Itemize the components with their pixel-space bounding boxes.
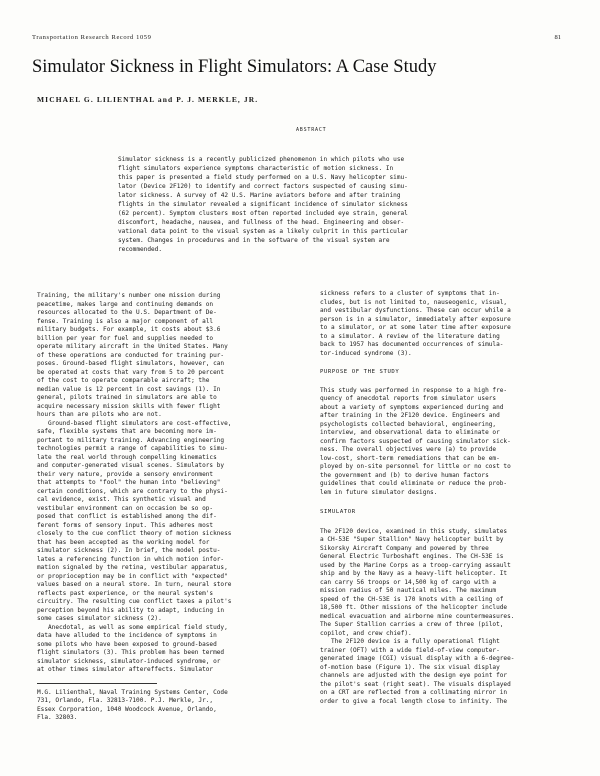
text-line: lem in future simulator designs. [320, 488, 438, 496]
abstract-line: lator (Device 2F120) to identify and correct factors suspected of causing simu- [118, 183, 408, 190]
paper-title: Simulator Sickness in Flight Simulators: A Case Study [32, 57, 437, 77]
text-line: some pilots who have been exposed to ground-based [37, 640, 217, 648]
text-line: lates a referencing function in which motion infor- [37, 555, 225, 563]
text-line: of these operations are conducted for training pur- [37, 351, 225, 359]
abstract-line: lator sickness. A survey of 42 U.S. Marine aviators before and after training [118, 192, 401, 199]
footnote-line: Essex Corporation, 1040 Woodcock Avenue, Orlando, [37, 705, 217, 713]
text-line: flight simulators (3). This problem has been termed [37, 649, 225, 656]
text-line: fense. Training is also a major component of all [37, 317, 214, 325]
abstract-line: flight simulators experience symptoms characteristic of motion sickness. In [118, 165, 394, 172]
text-line: on a CRT are reflected from a collimating mirror in [320, 689, 508, 696]
text-line: median value is 12 percent in cost savings (1). In [37, 385, 221, 393]
text-line: the pilot's seat (right seat). The visuals displayed [320, 680, 511, 688]
text-line: order to give a focal length close to infinity. The [320, 697, 508, 705]
text-line: mation signaled by the retina, vestibular apparatus, [37, 564, 228, 571]
text-line: and computer-generated visual scenes. Simulators by [37, 462, 225, 469]
text-line: data have alluded to the incidence of symptoms in [37, 632, 217, 639]
text-line: some cases simulator sickness (2). [37, 615, 162, 622]
text-line: general, pilots trained in simulators are able to [37, 394, 217, 401]
footnote-line: M.G. Lilienthal, Naval Training Systems Center, Code [37, 688, 228, 696]
text-line: can carry 56 troops or 14,500 kg of cargo with a [320, 578, 497, 586]
text-line: guidelines that could eliminate or reduce the prob- [320, 480, 508, 487]
text-line: operate military aircraft in the United States. Many [37, 343, 228, 350]
text-line: Anecdotal, as well as some empirical field study, [37, 623, 228, 631]
text-line: channels are adjusted with the design eye point for [320, 672, 508, 679]
text-line: ferent forms of sensory input. This adheres most [37, 521, 214, 529]
abstract-line: Simulator sickness is a recently publicized phenomenon in which pilots who use [118, 156, 405, 163]
text-line: sickness refers to a cluster of symptoms that in- [320, 290, 500, 297]
text-line: medical evacuation and airborne mine countermeasures. [320, 612, 515, 620]
text-line: low-cost, short-term remediations that can be em- [320, 454, 500, 462]
text-line: late the real world through compelling kinematics [37, 453, 217, 461]
text-line: ployed by on-site personnel for little or no cost to [320, 463, 511, 470]
simulator-body-text [320, 528, 574, 707]
text-line: tor-induced syndrome (3). [320, 349, 412, 357]
text-line: or proprioception may be in conflict with "expected" [37, 572, 228, 580]
text-line: their very nature, provide a sensory environment [37, 470, 214, 478]
text-line: Ground-based flight simulators are cost-effective, [37, 419, 232, 427]
abstract-line: recommended. [118, 246, 163, 253]
text-line: ness. The overall objectives were (a) to provide [320, 446, 497, 453]
text-line: interview, and observational data to eliminate or [320, 429, 500, 436]
text-line: circuitry. The resulting cue conflict taxes a pilot's [37, 598, 232, 605]
text-line: that has been accepted as the working model for [37, 538, 210, 546]
text-line: ship and by the Navy as a heavy-lift helicopter. It [320, 570, 508, 577]
footnote-rule [37, 683, 157, 684]
text-line: perception beyond his ability to adapt, inducing in [37, 606, 225, 614]
text-line: used by the Marine Corps as a troop-carrying assault [320, 561, 511, 569]
text-line: portant to military training. Advancing engineering [37, 436, 225, 444]
text-line: values based on a neural store. In turn, neural store [37, 581, 232, 588]
purpose-body-text [320, 387, 574, 498]
text-line: The 2F120 device is a fully operational flight [320, 638, 500, 645]
text-line: posed that conflict is established among the dif- [37, 513, 217, 520]
text-line: after training in the 2F120 device. Engineers and [320, 412, 500, 419]
text-line: mission radius of 50 nautical miles. The maximum [320, 587, 497, 594]
text-line: at other times simulator aftereffects. Simulator [37, 666, 214, 673]
text-line: to a simulator. A review of the literature dating [320, 332, 500, 340]
text-line: of the cost to operate comparable aircraft; the [37, 377, 210, 384]
text-line: hours than are pilots who are not. [37, 411, 162, 418]
text-line: the government and (b) to derive human factors [320, 471, 489, 479]
text-line: be operated at costs that vary from 5 to 20 percent [37, 368, 225, 376]
text-line: confirm factors suspected of causing simulator sick- [320, 437, 511, 445]
text-line: back to 1957 has documented occurrences of simula- [320, 341, 504, 348]
text-line: cal evidence, exist. This synthetic visual and [37, 496, 206, 503]
right-column [320, 290, 574, 706]
abstract-line: flights in the simulator revealed a significant incidence of simulator sickness [118, 201, 408, 208]
text-line: resources allocated to the U.S. Department of De- [37, 309, 217, 316]
journal-header: Transportation Research Record 1059 [32, 34, 152, 41]
left-body-text [37, 292, 294, 675]
text-line: closely to the cue conflict theory of motion sickness [37, 530, 232, 537]
text-line: and vestibular dysfunctions. These can occur while a [320, 307, 511, 314]
text-line: generated image (CGI) visual display with a 6-degree- [320, 655, 515, 662]
paper-authors: MICHAEL G. LILIENTHAL and P. J. MERKLE, JR. [37, 95, 259, 104]
text-line: copilot, and crew chief). [320, 629, 412, 637]
abstract-line: discomfort, headache, nausea, and fullness of the head. Engineering and obser- [118, 219, 405, 226]
author-footnote [37, 689, 294, 723]
text-line: technologies permit a range of capabilities to simu- [37, 445, 228, 452]
text-line: vestibular environment can on occasion be so op- [37, 504, 214, 512]
text-line: that attempts to "fool" the human into "believing" [37, 479, 221, 486]
text-line: poses. Ground-based flight simulators, however, can [37, 360, 225, 367]
text-line: psychologists collected behavioral, engineering, [320, 420, 497, 428]
abstract-label: ABSTRACT [296, 127, 327, 133]
text-line: person is in a simulator, immediately after exposure [320, 315, 511, 323]
footnote-line: Fla. 32803. [37, 714, 78, 721]
abstract-line: this paper is presented a field study performed on a U.S. Navy helicopter simu- [118, 174, 408, 181]
text-line: military budgets. For example, it costs about $3.6 [37, 326, 221, 333]
text-line: reflects past experience, or the neural system's [37, 589, 214, 597]
footnote-line: 731, Orlando, Fla. 32813-7100. P.J. Merkle, Jr., [37, 697, 214, 704]
text-line: about a variety of symptoms experienced during and [320, 403, 504, 411]
text-line: quency of anecdotal reports from simulator users [320, 395, 497, 402]
page-number: 81 [554, 34, 561, 41]
text-line: 18,500 ft. Other missions of the helicopter include [320, 604, 508, 611]
text-line: simulator sickness, simulator-induced syndrome, or [37, 657, 221, 665]
abstract-line: system. Changes in procedures and in the software of the visual system are [118, 237, 390, 244]
text-line: speed of the CH-53E is 170 knots with a ceiling of [320, 595, 504, 603]
text-line: peacetime, makes large and continuing demands on [37, 300, 214, 308]
right-intro-text [320, 290, 574, 358]
purpose-heading: PURPOSE OF THE STUDY [320, 369, 400, 375]
text-line: a CH-53E "Super Stallion" Navy helicopter built by [320, 536, 504, 543]
text-line: cludes, but is not limited to, nauseogenic, visual, [320, 298, 508, 306]
simulator-heading: SIMULATOR [320, 509, 356, 515]
text-line: The 2F120 device, examined in this study, simulates [320, 527, 508, 535]
text-line: Sikorsky Aircraft Company and powered by three [320, 544, 489, 552]
text-line: of-motion base (Figure 1). The six visual display [320, 663, 500, 671]
text-line: acquire necessary mission skills with fewer flight [37, 402, 221, 410]
text-line: to a simulator, or at some later time after exposure [320, 324, 511, 331]
text-line: trainer (OFT) with a wide field-of-view computer- [320, 646, 500, 654]
text-line: This study was performed in response to a high fre- [320, 386, 508, 394]
text-line: Training, the military's number one mission during [37, 292, 221, 299]
text-line: billion per year for fuel and supplies needed to [37, 334, 214, 342]
text-line: certain conditions, which are contrary to the physi- [37, 487, 228, 495]
abstract-line: (62 percent). Symptom clusters most often reported included eye strain, general [118, 210, 408, 217]
left-column [37, 292, 294, 723]
abstract-line: vational data point to the visual system as a likely culprit in this particular [118, 228, 408, 235]
text-line: simulator sickness (2). In brief, the model postu- [37, 547, 221, 554]
text-line: safe, flexible systems that are becoming more im- [37, 428, 217, 435]
abstract-body [118, 155, 506, 254]
text-line: General Electric Turboshaft engines. The CH-53E is [320, 553, 504, 560]
text-line: The Super Stallion carries a crew of three (pilot, [320, 621, 504, 628]
